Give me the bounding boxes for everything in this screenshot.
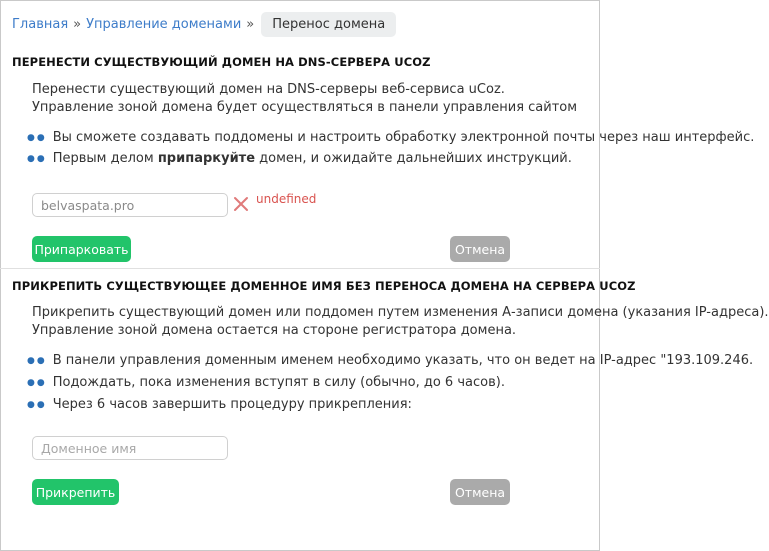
list-item-text: Через 6 часов завершить процедуру прикрепления: bbox=[52, 397, 412, 412]
list-item-text: Подождать, пока изменения вступят в силу (обычно, до 6 часов). bbox=[52, 375, 505, 390]
list-item-text-post: домен, и ожидайте дальнейших инструкций. bbox=[255, 151, 572, 166]
close-x-icon bbox=[233, 196, 249, 212]
section-attach-title: ПРИКРЕПИТЬ СУЩЕСТВУЮЩЕЕ ДОМЕННОЕ ИМЯ БЕЗ ПЕРЕНОСА ДОМЕНА НА СЕРВЕРА UCOZ bbox=[12, 279, 636, 293]
section-park-description bbox=[32, 81, 577, 117]
cancel-button[interactable]: Отмена bbox=[450, 236, 510, 262]
list-item bbox=[27, 375, 505, 390]
bullet-icon: ●● bbox=[27, 355, 47, 366]
domain-name-input[interactable] bbox=[32, 436, 228, 460]
breadcrumb bbox=[12, 10, 396, 38]
list-item bbox=[27, 130, 754, 145]
list-item-text: Вы сможете создавать поддомены и настроить обработку электронной почты через наш интерфейс. bbox=[52, 130, 755, 145]
section-attach-description bbox=[32, 304, 769, 340]
section-park-description-line1: Перенести существующий домен на DNS-серверы веб-сервиса uCoz. bbox=[32, 82, 505, 97]
section-attach-description-line2: Управление зоной домена остается на стороне регистратора домена. bbox=[32, 323, 517, 338]
list-item bbox=[27, 397, 412, 412]
error-message: undefined bbox=[256, 192, 317, 206]
list-item bbox=[27, 151, 572, 166]
section-divider bbox=[0, 268, 600, 269]
park-button[interactable]: Припарковать bbox=[32, 236, 131, 262]
breadcrumb-separator: » bbox=[73, 16, 82, 32]
section-park-title: ПЕРЕНЕСТИ СУЩЕСТВУЮЩИЙ ДОМЕН НА DNS-СЕРВЕРА UCOZ bbox=[12, 55, 431, 69]
list-item-text-bold: припаркуйте bbox=[157, 151, 256, 166]
bullet-icon: ●● bbox=[27, 399, 47, 410]
list-item-text-pre: Первым делом bbox=[52, 151, 158, 166]
breadcrumb-home-link[interactable]: Главная bbox=[12, 16, 69, 32]
list-item bbox=[27, 353, 753, 368]
domain-input[interactable] bbox=[32, 193, 228, 217]
bullet-icon: ●● bbox=[27, 132, 47, 143]
bullet-icon: ●● bbox=[27, 377, 47, 388]
bullet-icon: ●● bbox=[27, 153, 47, 164]
attach-button[interactable]: Прикрепить bbox=[32, 479, 119, 505]
breadcrumb-domains-link[interactable]: Управление доменами bbox=[86, 16, 242, 32]
cancel-button[interactable]: Отмена bbox=[450, 479, 510, 505]
list-item-text: В панели управления доменным именем необходимо указать, что он ведет на IP-адрес "193.109.246. bbox=[52, 353, 754, 368]
list-item-text bbox=[53, 151, 572, 166]
section-park-description-line2: Управление зоной домена будет осуществляться в панели управления сайтом bbox=[32, 100, 578, 115]
breadcrumb-current: Перенос домена bbox=[261, 12, 396, 37]
breadcrumb-separator: » bbox=[246, 16, 255, 32]
section-attach-description-line1: Прикрепить существующий домен или поддомен путем изменения А-записи домена (указания IP-адреса). bbox=[32, 305, 769, 320]
